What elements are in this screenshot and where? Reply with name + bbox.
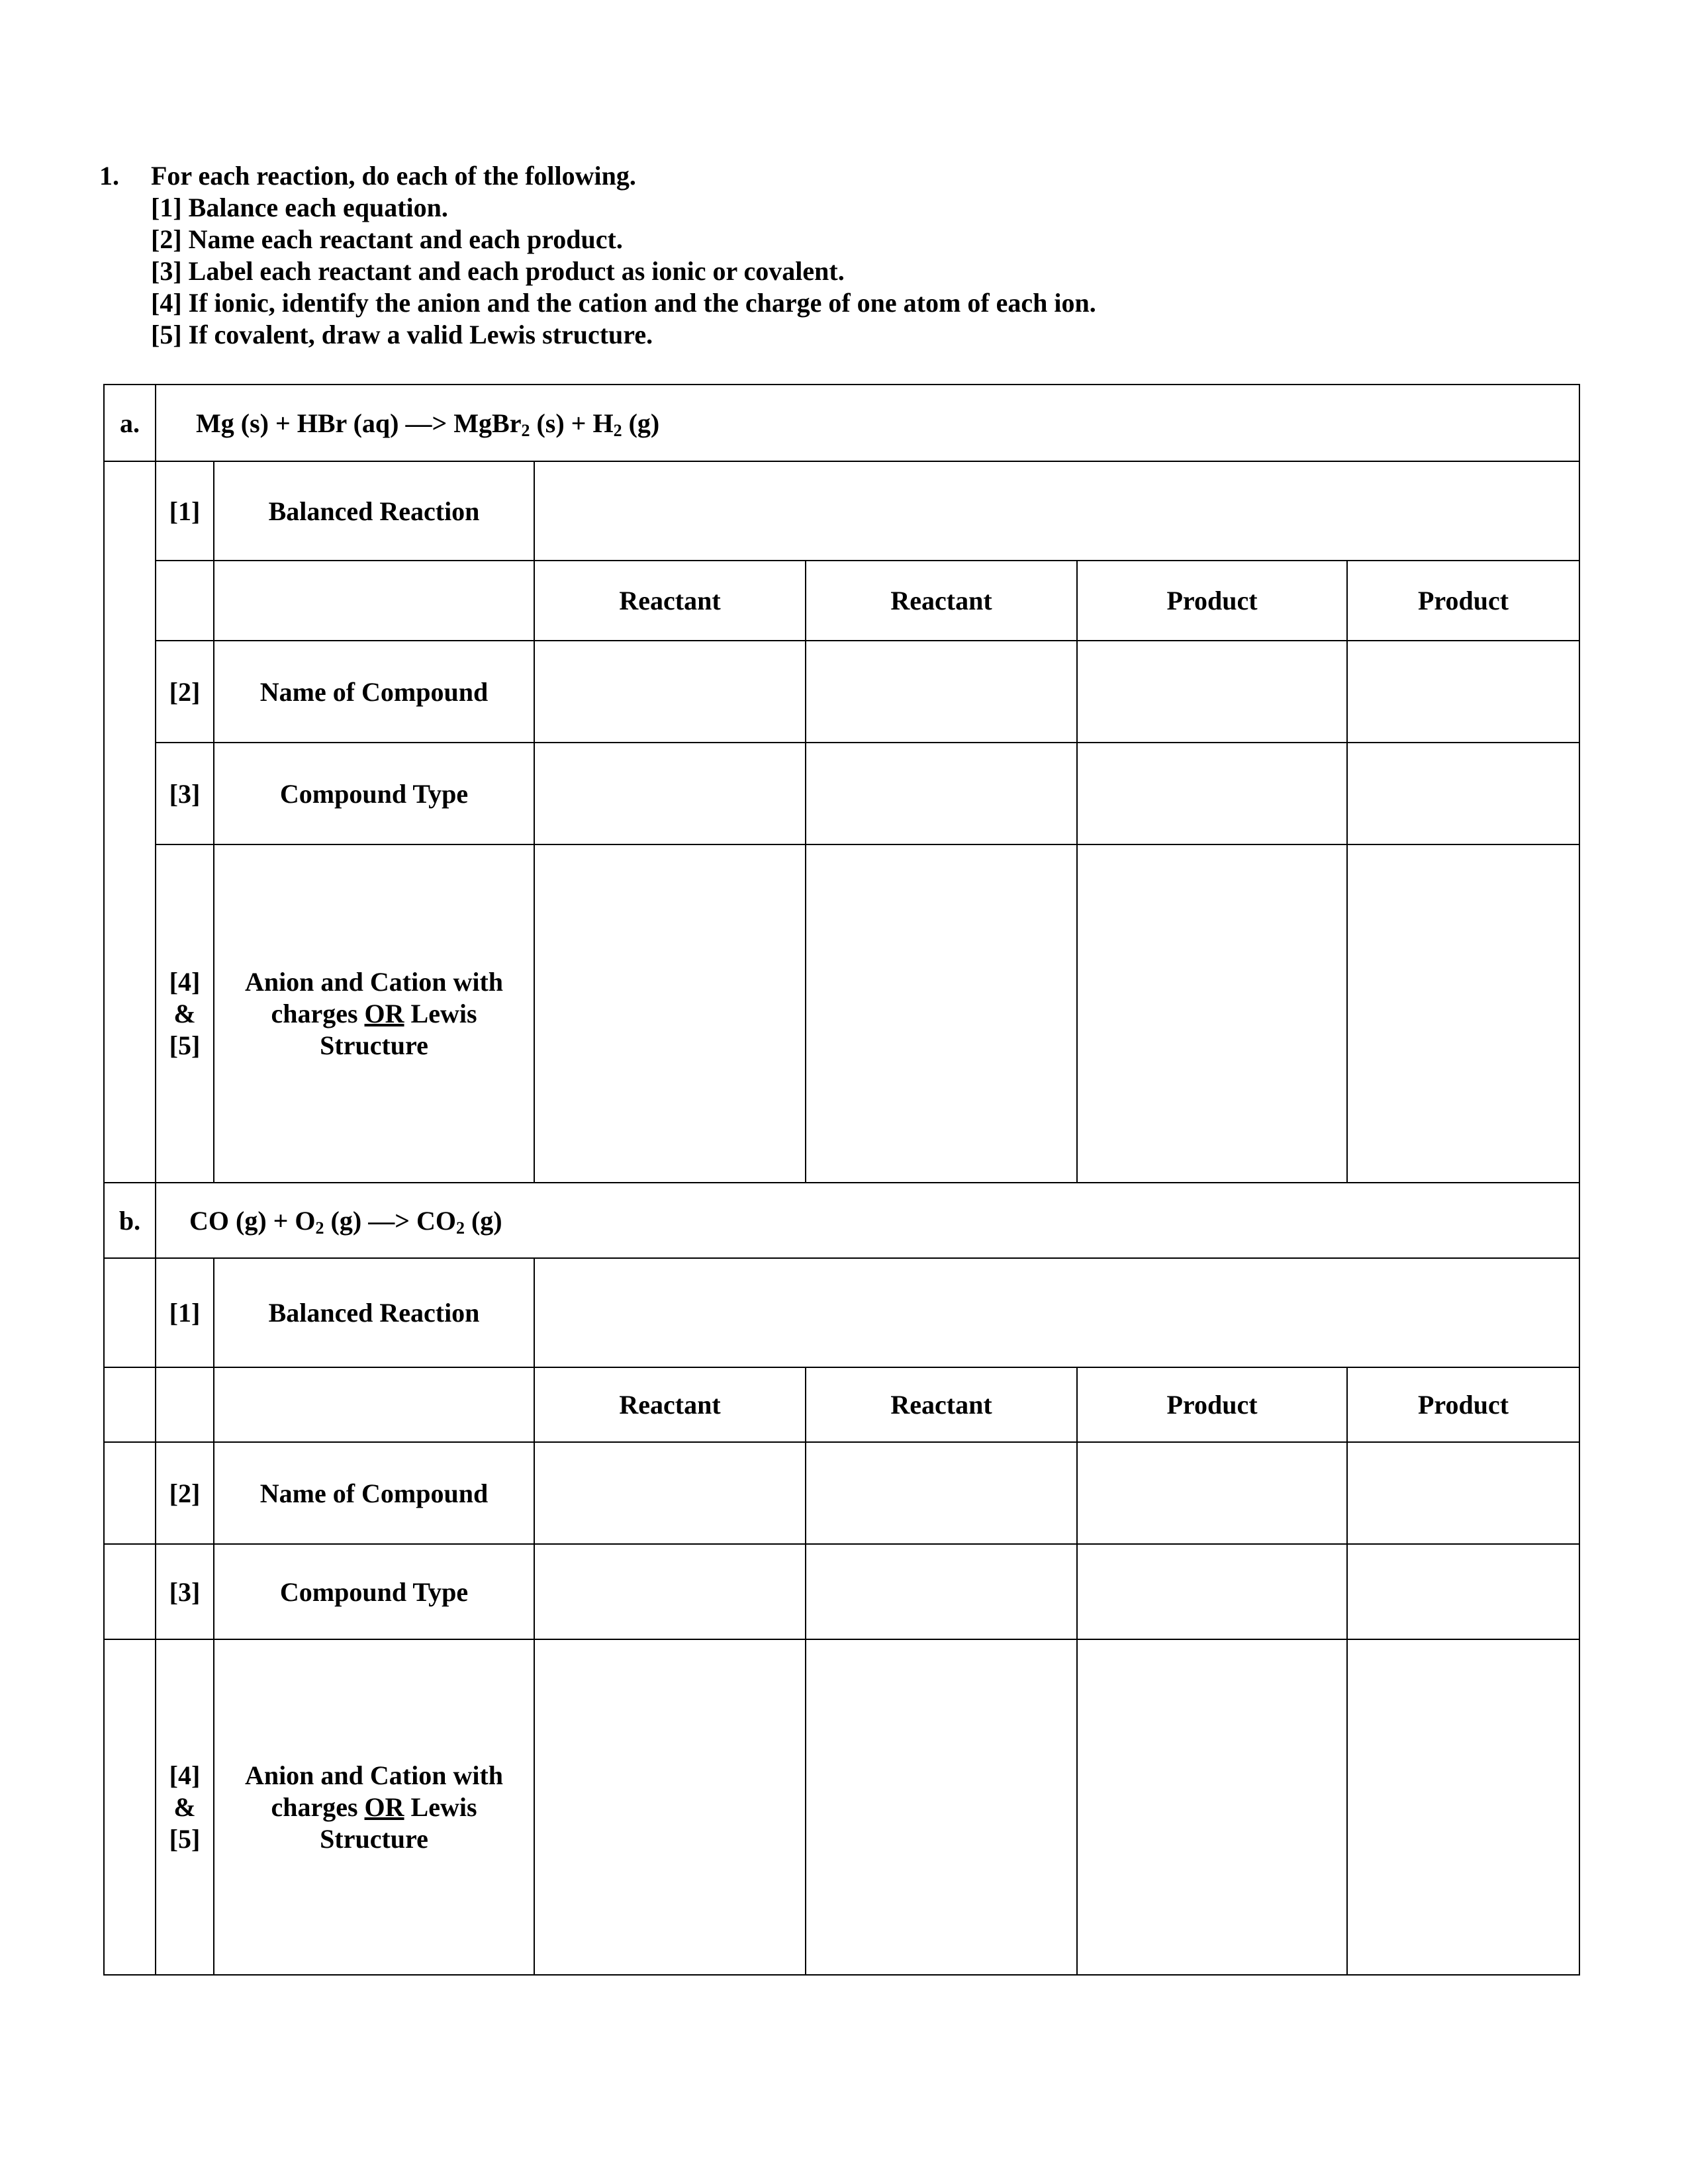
equation-text: CO (g) + O	[189, 1205, 316, 1236]
letter-column-spacer	[104, 461, 156, 1183]
label-line	[214, 1792, 534, 1823]
name-answer-cell[interactable]	[1077, 1442, 1347, 1544]
equation-subscript: 2	[455, 1218, 465, 1238]
instruction-line: [3] Label each reactant and each product as ionic or covalent.	[151, 256, 845, 286]
label-line	[214, 998, 534, 1030]
equation-text: Mg (s) + HBr (aq) —> MgBr	[196, 408, 522, 438]
name-answer-cell[interactable]	[1347, 1442, 1579, 1544]
lewis-answer-cell[interactable]	[1077, 844, 1347, 1183]
row-label-empty	[214, 561, 534, 641]
bracket-5: [5]	[169, 1823, 201, 1854]
row-label-name: Name of Compound	[214, 641, 534, 743]
column-header-product: Product	[1077, 561, 1347, 641]
column-header-reactant: Reactant	[534, 1367, 806, 1442]
letter-column-cell	[104, 1442, 156, 1544]
balanced-reaction-answer[interactable]	[534, 1258, 1579, 1367]
type-answer-cell[interactable]	[806, 1544, 1077, 1639]
question-number: 1.	[99, 161, 119, 191]
type-answer-cell[interactable]	[806, 743, 1077, 844]
row-label-empty	[214, 1367, 534, 1442]
label-emphasis: OR	[364, 998, 404, 1028]
label-line: Anion and Cation with	[244, 1760, 504, 1790]
row-label-lewis	[214, 1639, 534, 1975]
instruction-line: [2] Name each reactant and each product.	[151, 224, 623, 254]
step-number: [3]	[156, 743, 214, 844]
column-header-product: Product	[1347, 1367, 1579, 1442]
step-number: [1]	[156, 1258, 214, 1367]
lewis-answer-cell[interactable]	[1347, 844, 1579, 1183]
reaction-equation	[156, 385, 1579, 461]
row-label-balanced: Balanced Reaction	[214, 461, 534, 561]
name-answer-cell[interactable]	[806, 1442, 1077, 1544]
equation-text: (g)	[622, 408, 660, 438]
equation-subscript: 2	[315, 1218, 324, 1238]
column-header-product: Product	[1077, 1367, 1347, 1442]
type-answer-cell[interactable]	[1347, 743, 1579, 844]
step-number: [3]	[156, 1544, 214, 1639]
lewis-answer-cell[interactable]	[806, 1639, 1077, 1975]
row-label-balanced: Balanced Reaction	[214, 1258, 534, 1367]
step-number-4-5	[156, 844, 214, 1183]
step-number-4-5	[156, 1639, 214, 1975]
lewis-answer-cell[interactable]	[1077, 1639, 1347, 1975]
column-header-reactant: Reactant	[806, 561, 1077, 641]
reaction-a-table	[103, 384, 1580, 1183]
column-header-product: Product	[1347, 561, 1579, 641]
label-text: charges	[271, 1792, 365, 1822]
letter-column-spacer	[104, 1258, 156, 1367]
row-label-lewis	[214, 844, 534, 1183]
step-number: [2]	[156, 641, 214, 743]
bracket-4: [4]	[169, 966, 201, 997]
equation-text: (g) —> CO	[324, 1205, 456, 1236]
bracket-amp: &	[173, 998, 196, 1028]
type-answer-cell[interactable]	[1077, 1544, 1347, 1639]
instructions-block	[99, 160, 1096, 351]
bracket-5: [5]	[169, 1030, 201, 1060]
lewis-answer-cell[interactable]	[1347, 1639, 1579, 1975]
type-answer-cell[interactable]	[534, 1544, 806, 1639]
type-answer-cell[interactable]	[1077, 743, 1347, 844]
type-answer-cell[interactable]	[1347, 1544, 1579, 1639]
label-text: Lewis	[404, 1792, 477, 1822]
label-line: Anion and Cation with	[244, 966, 504, 997]
letter-column-cell	[104, 1639, 156, 1975]
instruction-line: [5] If covalent, draw a valid Lewis structure.	[151, 320, 653, 349]
name-answer-cell[interactable]	[534, 1442, 806, 1544]
equation-subscript: 2	[521, 420, 530, 440]
letter-column-cell	[104, 1367, 156, 1442]
row-label-name: Name of Compound	[214, 1442, 534, 1544]
label-text: Lewis	[404, 998, 477, 1028]
lewis-answer-cell[interactable]	[806, 844, 1077, 1183]
label-line: Structure	[320, 1823, 428, 1854]
column-header-reactant: Reactant	[534, 561, 806, 641]
instruction-line: [1] Balance each equation.	[151, 193, 448, 222]
name-answer-cell[interactable]	[806, 641, 1077, 743]
step-number-empty	[156, 561, 214, 641]
label-text: charges	[271, 998, 365, 1028]
lewis-answer-cell[interactable]	[534, 844, 806, 1183]
step-number: [1]	[156, 461, 214, 561]
type-answer-cell[interactable]	[534, 743, 806, 844]
letter-column-cell	[104, 1544, 156, 1639]
name-answer-cell[interactable]	[1077, 641, 1347, 743]
balanced-reaction-answer[interactable]	[534, 461, 1579, 561]
lewis-answer-cell[interactable]	[534, 1639, 806, 1975]
reaction-equation	[156, 1183, 1579, 1258]
equation-text: (g)	[464, 1205, 502, 1236]
row-label-type: Compound Type	[214, 1544, 534, 1639]
label-emphasis: OR	[364, 1792, 404, 1822]
equation-text: (s) + H	[530, 408, 614, 438]
name-answer-cell[interactable]	[1347, 641, 1579, 743]
reaction-letter: b.	[104, 1183, 156, 1258]
reaction-letter: a.	[104, 385, 156, 461]
step-number: [2]	[156, 1442, 214, 1544]
reaction-b-table	[103, 1182, 1580, 1976]
bracket-amp: &	[173, 1792, 196, 1822]
row-label-type: Compound Type	[214, 743, 534, 844]
instruction-line: For each reaction, do each of the following.	[151, 161, 636, 191]
column-header-reactant: Reactant	[806, 1367, 1077, 1442]
name-answer-cell[interactable]	[534, 641, 806, 743]
label-line: Structure	[320, 1030, 428, 1060]
step-number-empty	[156, 1367, 214, 1442]
bracket-4: [4]	[169, 1760, 201, 1790]
equation-subscript: 2	[613, 420, 622, 440]
instruction-line: [4] If ionic, identify the anion and the cation and the charge of one atom of each ion.	[151, 288, 1096, 318]
